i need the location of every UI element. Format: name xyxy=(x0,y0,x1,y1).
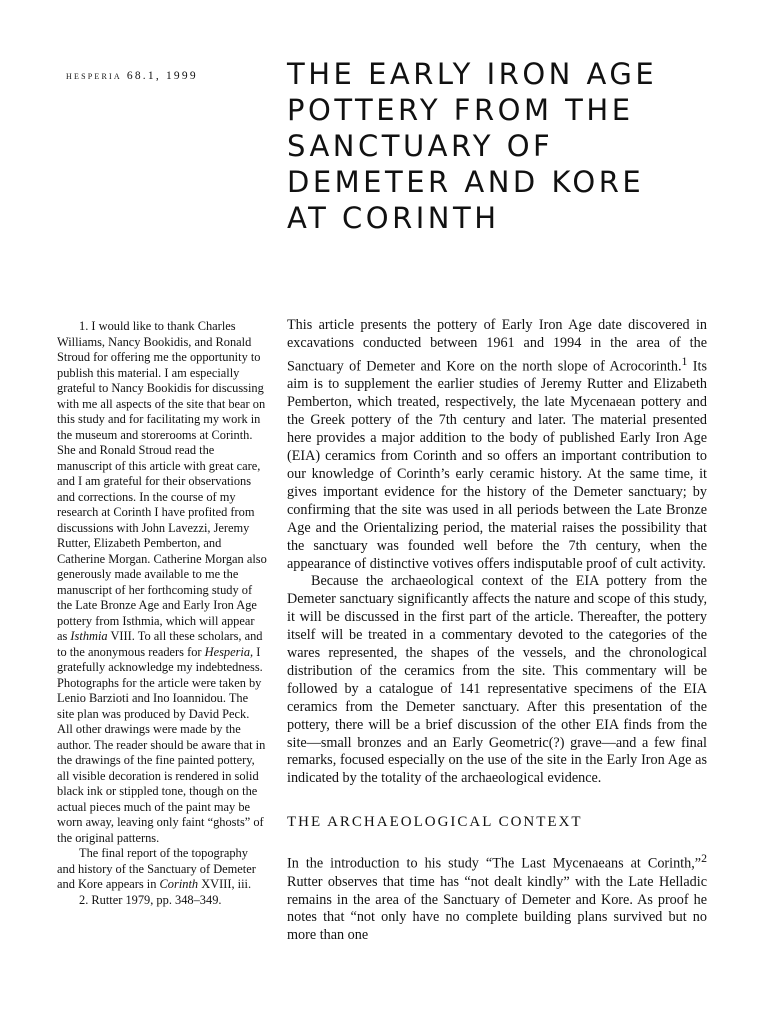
title-line: SANCTUARY OF xyxy=(287,129,554,163)
title-line: AT CORINTH xyxy=(287,201,500,235)
body-paragraph: Because the archaeological context of the EIA pottery from the Demeter sanctuary significantly affects the nature and scope of this study, it will be discussed in the first part of the article. Thereafter, the pottery itself will be treated in a commentary devoted to the categories of the wares represented, the shapes of the vessels, and the chronological distribution of the ceramics from the site. This commentary will be followed by a catalogue of 141 representative specimens of the EIA ceramics from the Demeter sanctuary. After this presentation of the pottery, there will be a brief discussion of the other EIA finds from the site—small bronzes and an Early Geometric(?) grave—and a few final remarks, focused especially on the use of the site in the Early Iron Age as indicated by the totality of the archaeological evidence. xyxy=(287,573,707,787)
footnote-ref[interactable]: 1 xyxy=(681,353,688,368)
article-body xyxy=(287,317,707,788)
footnote-1: 1. I would like to thank Charles Williams, Nancy Bookidis, and Ronald Stroud for offering me the opportunity to publish this material. I am especially grateful to Nancy Bookidis for discussing with me all aspects of the site that bear on this study and for facilitating my work in the museum and storerooms at Corinth. She and Ronald Stroud read the manuscript of this article with great care, and I am grateful for their observations and corrections. In the course of my research at Corinth I have profited from discussions with John Lavezzi, Jeremy Rutter, Elizabeth Pemberton, and Catherine Morgan. Catherine Morgan also generously made available to me the manuscript of her forthcoming study of the Late Bronze Age and Early Iron Age pottery from Isthmia, which will appear as Isthmia VIII. To all these scholars, and to the anonymous readers for Hesperia, I gratefully acknowledge my indebtedness. Photographs for the article were taken by Lenio Barzioti and Ino Ioannidou. The site plan was produced by David Peck. All other drawings were made by the author. The reader should be aware that in the drawings of the fine painted pottery, all visible decoration is rendered in solid black ink or stippled tone, though on the actual pieces much of the paint may be worn away, leaving only faint “ghosts” of the original patterns. xyxy=(57,319,267,845)
footnote-1-continued: The final report of the topography and history of the Sanctuary of Demeter and Kore appears in Corinth XVIII, iii. xyxy=(57,846,256,891)
section-heading: THE ARCHAEOLOGICAL CONTEXT xyxy=(287,814,583,830)
title-line: DEMETER AND KORE xyxy=(287,165,645,199)
title-line: POTTERY FROM THE xyxy=(287,93,634,127)
article-title xyxy=(287,56,727,236)
footnote-2: 2. Rutter 1979, pp. 348–349. xyxy=(79,892,222,907)
footnotes-column xyxy=(57,319,267,908)
body-paragraph: In the introduction to his study “The Last Mycenaeans at Corinth,”$^2$ Rutter observes that time has “not dealt kindly” with the Late Helladic remains in the area of the Sanctuary of Demeter and Kore. As proof he notes that “not only have no complete building plans survived but no more than one xyxy=(287,851,707,944)
footnote-ref[interactable]: 2 xyxy=(701,851,707,865)
title-line: THE EARLY IRON AGE xyxy=(287,57,658,91)
article-body-continued xyxy=(287,850,707,945)
journal-citation: hesperia 68.1, 1999 xyxy=(66,70,198,82)
body-paragraph: This article presents the pottery of Early Iron Age date discovered in excavations conducted between 1961 and 1994 in the area of the Sanctuary of Demeter and Kore on the north slope of Acrocorinth.$^1$ Its aim is to supplement the earlier studies of Jeremy Rutter and Elizabeth Pemberton, which treated, respectively, the late Mycenaean pottery and the Greek pottery of the 7th century and later. The material presented here provides a major addition to the body of published Early Iron Age (EIA) ceramics from Corinth and so offers an important contribution to our knowledge of Corinth’s early ceramic history. At the same time, it gives important evidence for the history of the Demeter sanctuary; by confirming that the site was used in all periods between the Late Bronze Age and the Orientalizing period, the material raises the possibility that the sanctuary was founded well before the 7th century, when the appearance of distinctive votives offers indisputable proof of cult activity. xyxy=(287,317,707,572)
